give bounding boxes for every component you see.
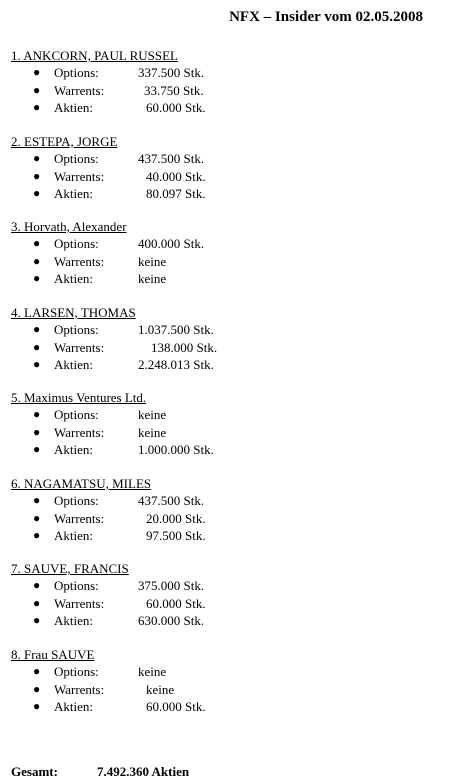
bullet-icon: ● [33, 82, 41, 97]
holding-value: keine [138, 407, 167, 422]
total-label: Gesamt: [11, 764, 58, 779]
holding-value: 138.000 Stk. [151, 339, 218, 355]
holding-label: Aktien: [54, 100, 93, 115]
holding-label: Options: [54, 407, 99, 422]
holding-value: keine [138, 271, 167, 286]
holding-value: keine [138, 424, 167, 440]
bullet-icon: ● [33, 578, 41, 592]
holding-row [11, 698, 431, 716]
holding-value: 630.000 Stk. [138, 613, 205, 628]
bullet-icon: ● [33, 339, 41, 354]
insider-name: 8. Frau SAUVE [11, 647, 95, 662]
holding-value: 40.000 Stk. [146, 168, 206, 184]
total-value: 7.492.360 Aktien [97, 764, 190, 779]
holding-value: 60.000 Stk. [146, 595, 206, 611]
bullet-icon: ● [33, 424, 41, 439]
holding-row [11, 82, 431, 100]
insider-block [11, 475, 431, 545]
bullet-icon: ● [33, 493, 41, 507]
bullet-icon: ● [33, 357, 41, 371]
holding-row [11, 577, 431, 595]
holding-label: Aktien: [54, 699, 93, 714]
insider-block [11, 304, 431, 374]
insider-block [11, 47, 431, 117]
bullet-icon: ● [33, 322, 41, 336]
holding-row [11, 253, 431, 271]
holding-label: Options: [54, 322, 99, 337]
holding-label: Aktien: [54, 271, 93, 286]
holding-value: keine [138, 664, 167, 679]
holding-label: Options: [54, 151, 99, 166]
insider-name: 6. NAGAMATSU, MILES [11, 476, 152, 491]
holding-row [11, 64, 431, 82]
holding-label: Warrents: [54, 681, 105, 697]
insider-block [11, 560, 431, 630]
holding-label: Warrents: [54, 168, 105, 184]
holding-value: 437.500 Stk. [138, 493, 205, 508]
holding-row [11, 339, 431, 357]
bullet-icon: ● [33, 699, 41, 713]
holding-row [11, 270, 431, 288]
holding-value: 80.097 Stk. [146, 186, 206, 201]
bullet-icon: ● [33, 664, 41, 678]
holding-row [11, 99, 431, 117]
insider-name: 2. ESTEPA, JORGE [11, 134, 118, 149]
holding-value: 400.000 Stk. [138, 236, 205, 251]
document-title: NFX – Insider vom 02.05.2008 [229, 9, 423, 25]
holding-row [11, 185, 431, 203]
bullet-icon: ● [33, 186, 41, 200]
holding-label: Warrents: [54, 82, 105, 98]
holding-row [11, 612, 431, 630]
bullet-icon: ● [33, 510, 41, 525]
holding-value: 1.000.000 Stk. [138, 442, 214, 457]
holding-label: Options: [54, 493, 99, 508]
bullet-icon: ● [33, 236, 41, 250]
holding-value: 60.000 Stk. [146, 100, 206, 115]
holding-label: Aktien: [54, 613, 93, 628]
holding-row [11, 321, 431, 339]
holding-row [11, 406, 431, 424]
holding-value: 375.000 Stk. [138, 578, 205, 593]
insider-name: 1. ANKCORN, PAUL RUSSEL [11, 48, 178, 63]
insider-block [11, 389, 431, 459]
holding-label: Options: [54, 236, 99, 251]
bullet-icon: ● [33, 681, 41, 696]
bullet-icon: ● [33, 442, 41, 456]
bullet-icon: ● [33, 595, 41, 610]
bullet-icon: ● [33, 253, 41, 268]
bullet-icon: ● [33, 271, 41, 285]
insider-name: 7. SAUVE, FRANCIS [11, 561, 129, 576]
holding-row [11, 235, 431, 253]
holding-row [11, 681, 431, 699]
holding-row [11, 595, 431, 613]
insider-name: 4. LARSEN, THOMAS [11, 305, 136, 320]
holding-value: 437.500 Stk. [138, 151, 205, 166]
holding-row [11, 441, 431, 459]
holding-row [11, 663, 431, 681]
holding-label: Aktien: [54, 186, 93, 201]
holding-value: 337.500 Stk. [138, 65, 205, 80]
holding-label: Warrents: [54, 339, 105, 355]
holding-label: Aktien: [54, 528, 93, 543]
holding-value: 33.750 Stk. [144, 82, 204, 98]
holding-value: 2.248.013 Stk. [138, 357, 214, 372]
holding-row [11, 356, 431, 374]
insider-block [11, 646, 431, 716]
holding-row [11, 168, 431, 186]
insider-block [11, 133, 431, 203]
holding-label: Warrents: [54, 253, 105, 269]
holding-value: 20.000 Stk. [146, 510, 206, 526]
holding-label: Aktien: [54, 357, 93, 372]
insider-block [11, 218, 431, 288]
insider-name: 3. Horvath, Alexander [11, 219, 127, 234]
bullet-icon: ● [33, 151, 41, 165]
holding-row [11, 424, 431, 442]
holding-row [11, 510, 431, 528]
holding-label: Aktien: [54, 442, 93, 457]
holding-value: 1.037.500 Stk. [138, 322, 214, 337]
holding-value: keine [138, 253, 167, 269]
holding-row [11, 492, 431, 510]
holding-label: Warrents: [54, 510, 105, 526]
bullet-icon: ● [33, 407, 41, 421]
holding-row [11, 150, 431, 168]
bullet-icon: ● [33, 100, 41, 114]
insider-name: 5. Maximus Ventures Ltd. [11, 390, 147, 405]
holding-label: Warrents: [54, 424, 105, 440]
bullet-icon: ● [33, 65, 41, 79]
holding-label: Options: [54, 65, 99, 80]
holding-value: 60.000 Stk. [146, 699, 206, 714]
bullet-icon: ● [33, 613, 41, 627]
holding-label: Warrents: [54, 595, 105, 611]
bullet-icon: ● [33, 168, 41, 183]
holding-row [11, 527, 431, 545]
holding-value: 97.500 Stk. [146, 528, 206, 543]
holding-label: Options: [54, 664, 99, 679]
holding-value: keine [146, 681, 175, 697]
bullet-icon: ● [33, 528, 41, 542]
holding-label: Options: [54, 578, 99, 593]
